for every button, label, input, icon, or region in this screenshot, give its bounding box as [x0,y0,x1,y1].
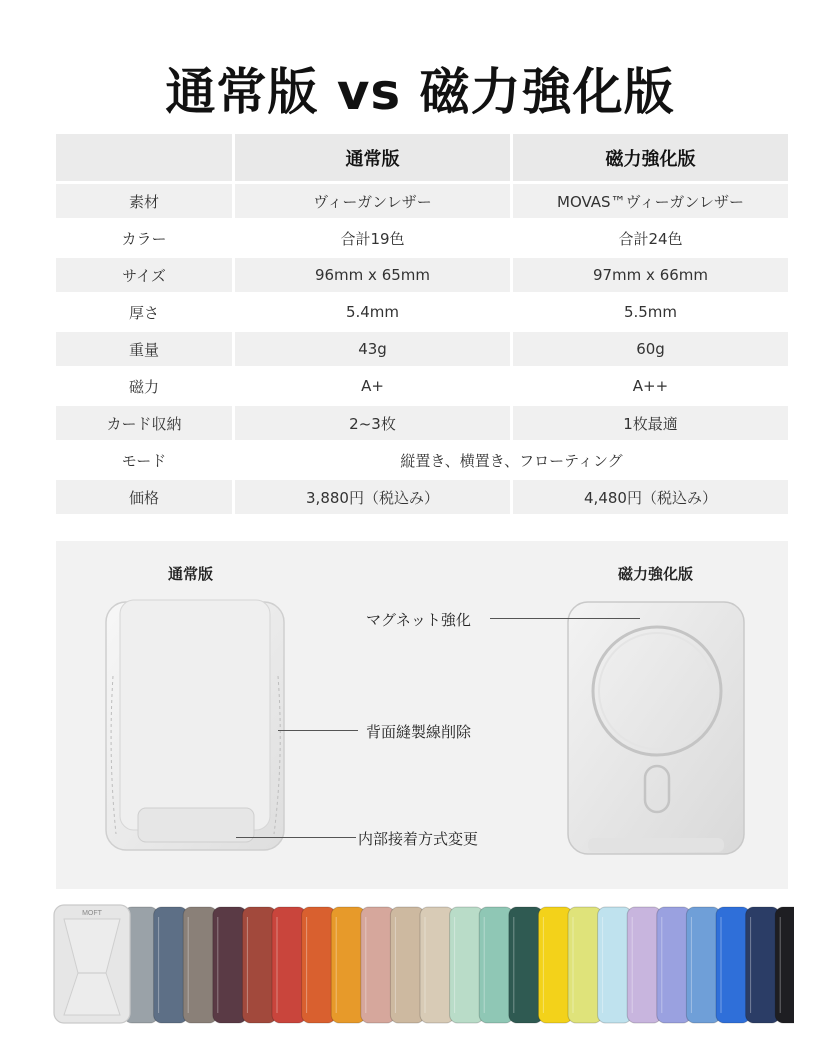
row-label: 素材 [56,184,232,218]
header-standard: 通常版 [232,134,510,181]
row-label: モード [56,443,232,477]
cell-magnetic: 1枚最適 [510,406,788,440]
cell-magnetic: 60g [510,332,788,366]
callout-line-adhesive [236,837,356,838]
cell-standard: A+ [232,369,510,403]
cell-standard: ヴィーガンレザー [232,184,510,218]
table-row-material [56,184,788,218]
color-swatch [775,907,794,1023]
cell-mode-shared: 縦置き、横置き、フローティング [232,443,788,477]
header-magnetic: 磁力強化版 [510,134,788,181]
callout-internal-adhesive-changed: 内部接着方式変更 [358,830,479,848]
cell-magnetic: MOVAS™ヴィーガンレザー [510,184,788,218]
cell-magnetic: A++ [510,369,788,403]
cell-standard: 5.4mm [232,295,510,329]
row-label: カラー [56,221,232,255]
standard-version-label: 通常版 [168,565,214,583]
cell-standard: 96mm x 65mm [232,258,510,292]
callout-back-stitch-removed: 背面縫製線削除 [366,723,472,741]
magnetic-version-label: 磁力強化版 [618,565,694,583]
callout-magnet-strengthened: マグネット強化 [366,611,471,629]
cell-standard: 合計19色 [232,221,510,255]
cell-magnetic: 4,480円（税込み） [510,480,788,514]
brand-logo-text: MOFT [82,910,102,917]
row-label: 厚さ [56,295,232,329]
table-header-corner [56,134,232,181]
page-title: 通常版 vs 磁力強化版 [165,63,675,121]
magnetic-wallet-image [562,596,752,861]
front-stand-wallet [54,905,130,1023]
table-row-card-capacity [56,406,788,440]
cell-magnetic: 合計24色 [510,221,788,255]
product-comparison-panel [56,541,788,889]
table-row-magnetism [56,369,788,403]
callout-line-stitch [278,730,358,731]
cell-standard: 3,880円（税込み） [232,480,510,514]
color-swatch-lineup [50,903,794,1028]
row-label: カード収納 [56,406,232,440]
cell-standard: 43g [232,332,510,366]
callout-line-magnet [490,618,640,619]
row-label: サイズ [56,258,232,292]
cell-magnetic: 97mm x 66mm [510,258,788,292]
cell-magnetic: 5.5mm [510,295,788,329]
table-row-mode [56,443,788,477]
table-row-weight [56,332,788,366]
row-label: 磁力 [56,369,232,403]
standard-wallet-image [96,596,296,856]
table-header-row [56,134,788,181]
row-label: 重量 [56,332,232,366]
table-row-color [56,221,788,255]
table-row-size [56,258,788,292]
table-row-price [56,480,788,514]
cell-standard: 2~3枚 [232,406,510,440]
spec-comparison-table [56,131,788,517]
table-row-thickness [56,295,788,329]
row-label: 価格 [56,480,232,514]
